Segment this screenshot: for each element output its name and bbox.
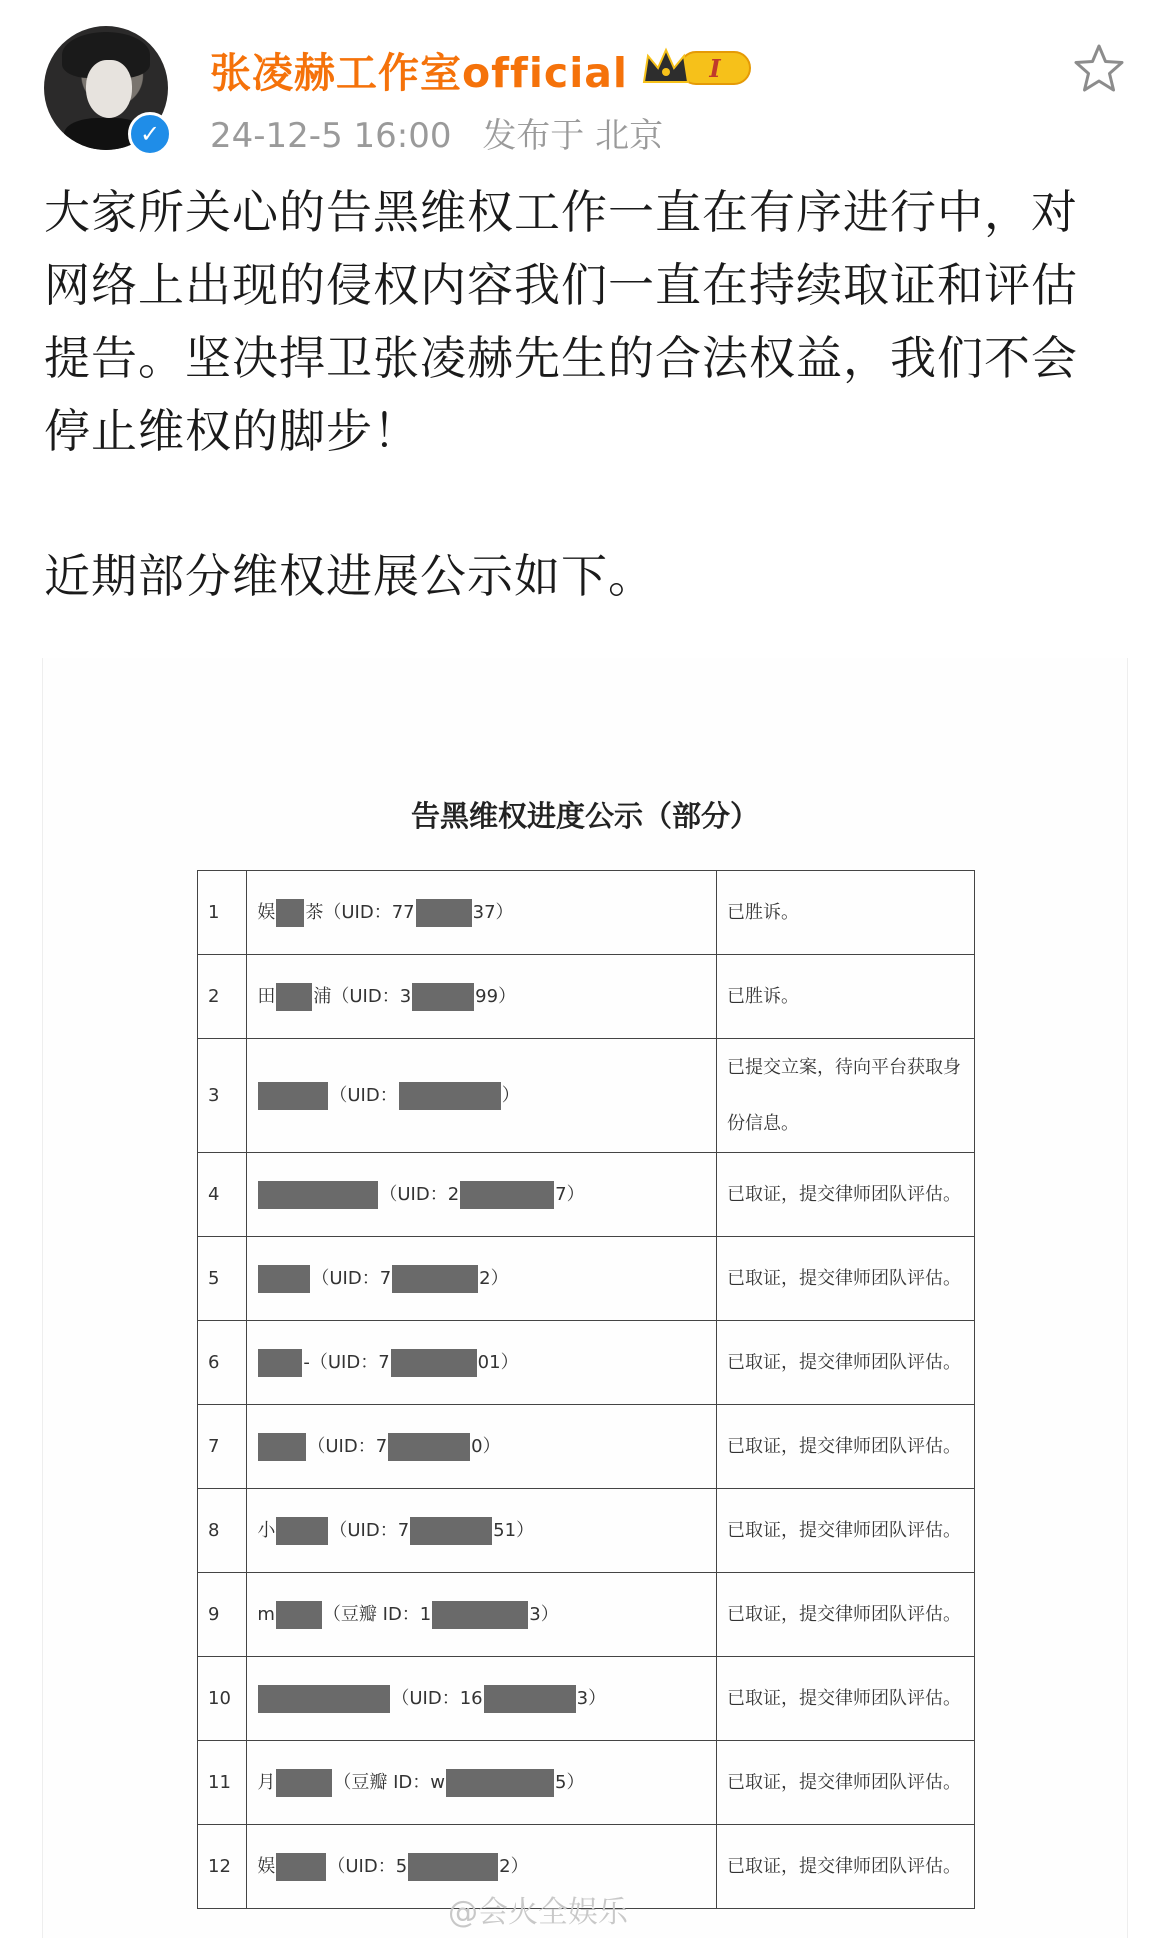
row-number: 7: [198, 1405, 247, 1489]
redaction-block: [432, 1601, 528, 1629]
row-number: 10: [198, 1657, 247, 1741]
redaction-block: [258, 1181, 378, 1209]
account-text: 娱: [257, 1856, 276, 1877]
account-text: 7）: [555, 1184, 585, 1205]
account-cell: [247, 1405, 717, 1489]
account-text: 田: [257, 986, 276, 1007]
redaction-block: [410, 1517, 492, 1545]
account-text: （UID：7: [311, 1268, 392, 1289]
account-text: 2）: [479, 1268, 509, 1289]
redaction-block: [276, 1517, 328, 1545]
star-outline-icon[interactable]: [1072, 42, 1126, 96]
account-cell: [247, 1489, 717, 1573]
redaction-block: [408, 1853, 498, 1881]
status-cell: 已取证，提交律师团队评估。: [717, 1321, 975, 1405]
status-cell: 已取证，提交律师团队评估。: [717, 1489, 975, 1573]
account-cell: [247, 1237, 717, 1321]
account-text: （UID：16: [391, 1688, 483, 1709]
post-body: [44, 176, 1114, 613]
account-text: 37）: [472, 902, 514, 923]
account-text: -（UID：7: [303, 1352, 390, 1373]
account-text: 娱: [257, 902, 276, 923]
account-text: （豆瓣 ID：w: [333, 1772, 445, 1793]
row-number: 3: [198, 1039, 247, 1153]
row-number: 12: [198, 1825, 247, 1909]
status-cell: 已胜诉。: [717, 955, 975, 1039]
account-text: m: [257, 1604, 275, 1625]
status-cell: 已取证，提交律师团队评估。: [717, 1573, 975, 1657]
avatar-face: [86, 60, 132, 118]
account-cell: [247, 1573, 717, 1657]
table-row: [198, 871, 975, 955]
redaction-block: [258, 1265, 310, 1293]
row-number: 11: [198, 1741, 247, 1825]
status-cell: 已胜诉。: [717, 871, 975, 955]
table-row: [198, 1573, 975, 1657]
row-number: 1: [198, 871, 247, 955]
post-paragraph: 近期部分维权进展公示如下。: [44, 549, 655, 603]
redaction-block: [276, 1853, 326, 1881]
account-text: （UID：7: [329, 1520, 410, 1541]
table-row: [198, 1153, 975, 1237]
redaction-block: [391, 1349, 477, 1377]
table-row: [198, 1039, 975, 1153]
location: 发布于 北京: [482, 116, 664, 156]
status-cell: 已取证，提交律师团队评估。: [717, 1237, 975, 1321]
redaction-block: [446, 1769, 554, 1797]
account-text: （UID：: [329, 1085, 398, 1106]
redaction-block: [460, 1181, 554, 1209]
redaction-block: [412, 983, 474, 1011]
row-number: 5: [198, 1237, 247, 1321]
progress-table: [197, 870, 975, 1909]
account-cell: [247, 1741, 717, 1825]
status-cell: 已取证，提交律师团队评估。: [717, 1825, 975, 1909]
table-row: [198, 1489, 975, 1573]
redaction-block: [276, 899, 304, 927]
redaction-block: [399, 1082, 501, 1110]
status-cell: 已提交立案，待向平台获取身份信息。: [717, 1039, 975, 1153]
account-text: 99）: [475, 986, 517, 1007]
username[interactable]: 张凌赫工作室official: [210, 49, 628, 97]
account-text: （UID：5: [327, 1856, 408, 1877]
account-text: （UID：2: [379, 1184, 460, 1205]
redaction-block: [276, 983, 312, 1011]
watermark: @会火全娱乐: [448, 1895, 628, 1930]
account-cell: [247, 1039, 717, 1153]
redaction-block: [276, 1769, 332, 1797]
attached-image-document[interactable]: [42, 658, 1128, 1938]
redaction-block: [484, 1685, 576, 1713]
table-row: [198, 1741, 975, 1825]
row-number: 4: [198, 1153, 247, 1237]
account-text: 01）: [477, 1352, 519, 1373]
account-cell: [247, 871, 717, 955]
row-number: 6: [198, 1321, 247, 1405]
timestamp: 24-12-5 16:00: [210, 116, 452, 156]
row-number: 2: [198, 955, 247, 1039]
account-cell: [247, 1657, 717, 1741]
table-row: [198, 1237, 975, 1321]
post-meta: [210, 108, 683, 157]
account-text: 2）: [499, 1856, 529, 1877]
table-row: [198, 955, 975, 1039]
status-cell: 已取证，提交律师团队评估。: [717, 1153, 975, 1237]
redaction-block: [258, 1433, 306, 1461]
account-text: 0）: [471, 1436, 501, 1457]
redaction-block: [258, 1082, 328, 1110]
row-number: 8: [198, 1489, 247, 1573]
account-cell: [247, 1321, 717, 1405]
table-row: [198, 1321, 975, 1405]
post-header: [0, 0, 1150, 160]
account-text: 5）: [555, 1772, 585, 1793]
account-text: 小: [257, 1520, 276, 1541]
post-paragraph: 大家所关心的告黑维权工作一直在有序进行中，对网络上出现的侵权内容我们一直在持续取证和评估提告。坚决捍卫张凌赫先生的合法权益，我们不会停止维权的脚步！: [44, 185, 1078, 458]
document-title: 告黑维权进度公示（部分）: [410, 799, 759, 833]
account-text: ）: [501, 1085, 520, 1106]
account-text: 3）: [576, 1688, 607, 1709]
account-text: 浦（UID：3: [313, 986, 412, 1007]
status-cell: 已取证，提交律师团队评估。: [717, 1741, 975, 1825]
account-text: 茶（UID：77: [305, 902, 415, 923]
account-text: 月: [257, 1772, 276, 1793]
account-text: （豆瓣 ID：1: [322, 1604, 432, 1625]
vip-level: I: [709, 54, 721, 83]
redaction-block: [392, 1265, 478, 1293]
redaction-block: [276, 1601, 322, 1629]
table-row: [198, 1405, 975, 1489]
redaction-block: [416, 899, 472, 927]
redaction-block: [388, 1433, 470, 1461]
verified-icon: ✓: [128, 112, 172, 156]
account-text: （UID：7: [307, 1436, 388, 1457]
account-text: 51）: [493, 1520, 535, 1541]
status-cell: 已取证，提交律师团队评估。: [717, 1657, 975, 1741]
redaction-block: [258, 1685, 390, 1713]
account-cell: [247, 1153, 717, 1237]
redaction-block: [258, 1349, 302, 1377]
row-number: 9: [198, 1573, 247, 1657]
table-row: [198, 1657, 975, 1741]
account-text: 3）: [529, 1604, 559, 1625]
account-cell: [247, 955, 717, 1039]
status-cell: 已取证，提交律师团队评估。: [717, 1405, 975, 1489]
crown-vip-icon[interactable]: [642, 46, 754, 88]
